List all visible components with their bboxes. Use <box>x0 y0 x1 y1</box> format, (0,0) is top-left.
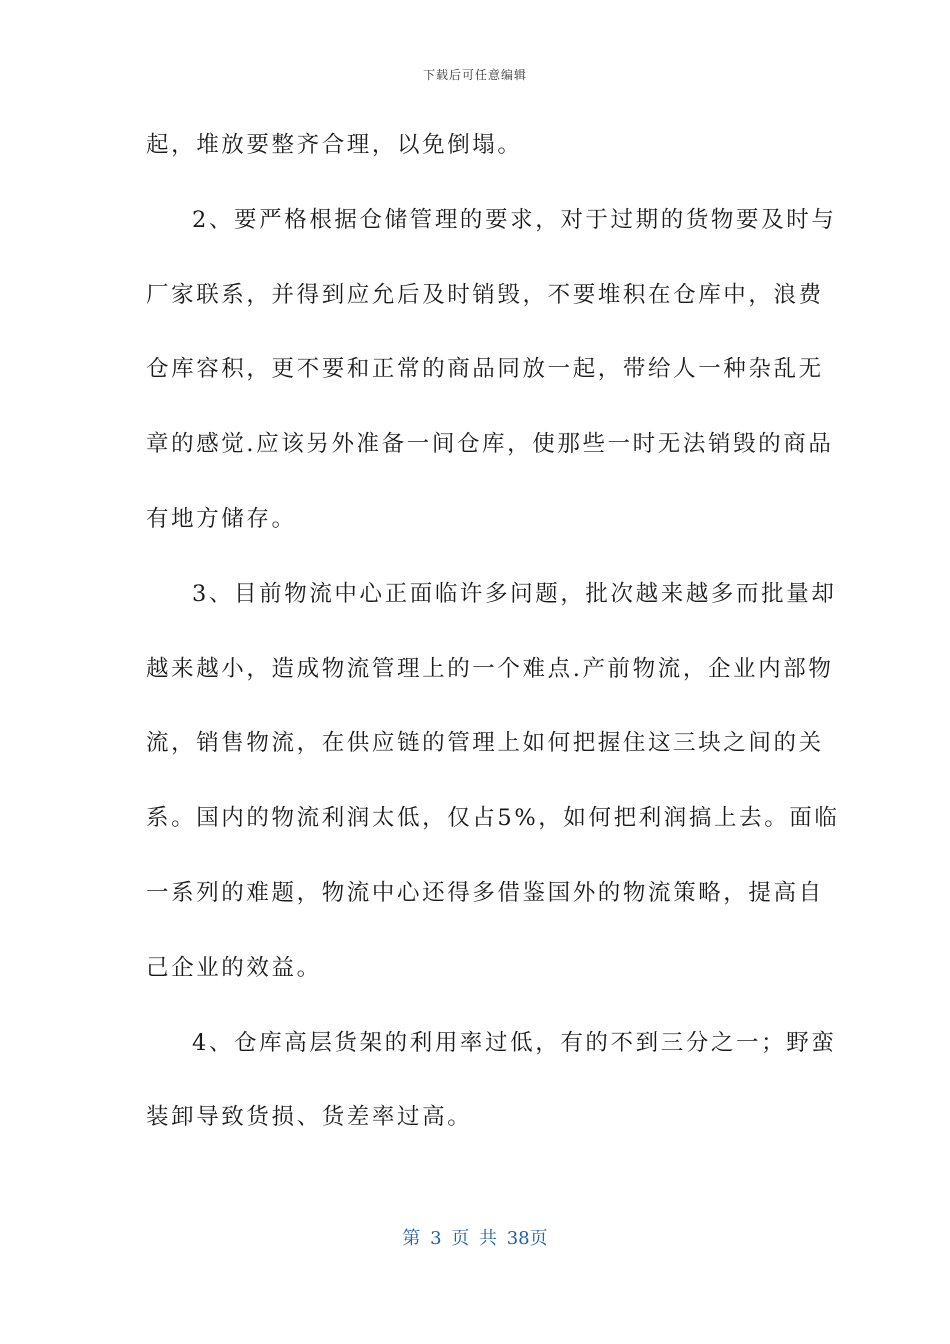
page-header-note: 下载后可任意编辑 <box>422 68 527 82</box>
text-line: 流，销售物流，在供应链的管理上如何把握住这三块之间的关 <box>146 730 824 757</box>
text-line: 3、目前物流中心正面临许多问题，批次越来越多而批量却 <box>192 580 837 607</box>
text-line: 4、仓库高层货架的利用率过低，有的不到三分之一；野蛮 <box>192 1029 837 1056</box>
text-line: 2、要严格根据仓储管理的要求，对于过期的货物要及时与 <box>192 206 837 233</box>
text-line: 厂家联系，并得到应允后及时销毁，不要堆积在仓库中，浪费 <box>146 281 824 308</box>
text-line: 一系列的难题，物流中心还得多借鉴国外的物流策略，提高自 <box>146 879 824 906</box>
page-footer-pagination: 第 3 页 共 38页 <box>402 1228 548 1249</box>
text-line: 装卸导致货损、货差率过高。 <box>146 1104 473 1131</box>
text-line: 越来越小，造成物流管理上的一个难点.产前物流，企业内部物 <box>146 655 834 682</box>
text-line: 起，堆放要整齐合理，以免倒塌。 <box>146 132 523 158</box>
document-body <box>146 117 840 1164</box>
text-line: 系。国内的物流利润太低，仅占5%，如何把利润搞上去。面临 <box>146 805 840 832</box>
text-line: 有地方储存。 <box>146 505 297 532</box>
text-line: 仓库容积，更不要和正常的商品同放一起，带给人一种杂乱无 <box>146 356 824 383</box>
text-line: 己企业的效益。 <box>146 954 322 981</box>
text-line: 章的感觉.应该另外准备一间仓库，使那些一时无法销毁的商品 <box>146 431 834 458</box>
